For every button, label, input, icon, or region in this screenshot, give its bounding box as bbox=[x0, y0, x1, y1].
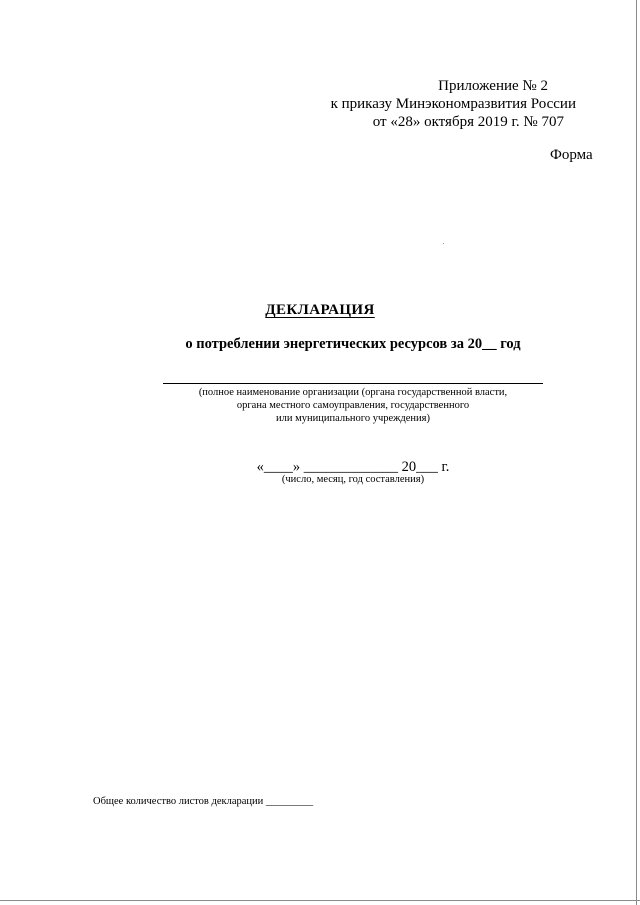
document-title: ДЕКЛАРАЦИЯ bbox=[265, 302, 375, 318]
scan-edge-bottom bbox=[0, 900, 640, 901]
sheet-count-label: Общее количество листов декларации _________ bbox=[93, 796, 314, 807]
appendix-line-1: Приложение № 2 bbox=[438, 78, 548, 94]
scan-edge-right bbox=[636, 0, 637, 905]
appendix-header bbox=[331, 77, 576, 131]
organization-caption bbox=[163, 386, 543, 425]
date-field: «____» _____________ 20___ г. bbox=[256, 459, 450, 475]
date-caption: (число, месяц, год составления) bbox=[281, 474, 425, 485]
organization-caption-line-1: (полное наименование организации (органа государственной власти, bbox=[198, 387, 508, 398]
form-label: Форма bbox=[550, 147, 593, 163]
organization-caption-line-2: органа местного самоуправления, государственного bbox=[236, 400, 470, 411]
appendix-line-3: от «28» октября 2019 г. № 707 bbox=[372, 114, 564, 130]
organization-name-line bbox=[163, 383, 543, 384]
organization-caption-line-3: или муниципального учреждения) bbox=[276, 413, 430, 424]
scan-speck bbox=[443, 243, 444, 244]
appendix-line-2: к приказу Минэкономразвития России bbox=[330, 96, 576, 112]
document-subtitle: о потреблении энергетических ресурсов за 20__ год bbox=[185, 336, 521, 352]
